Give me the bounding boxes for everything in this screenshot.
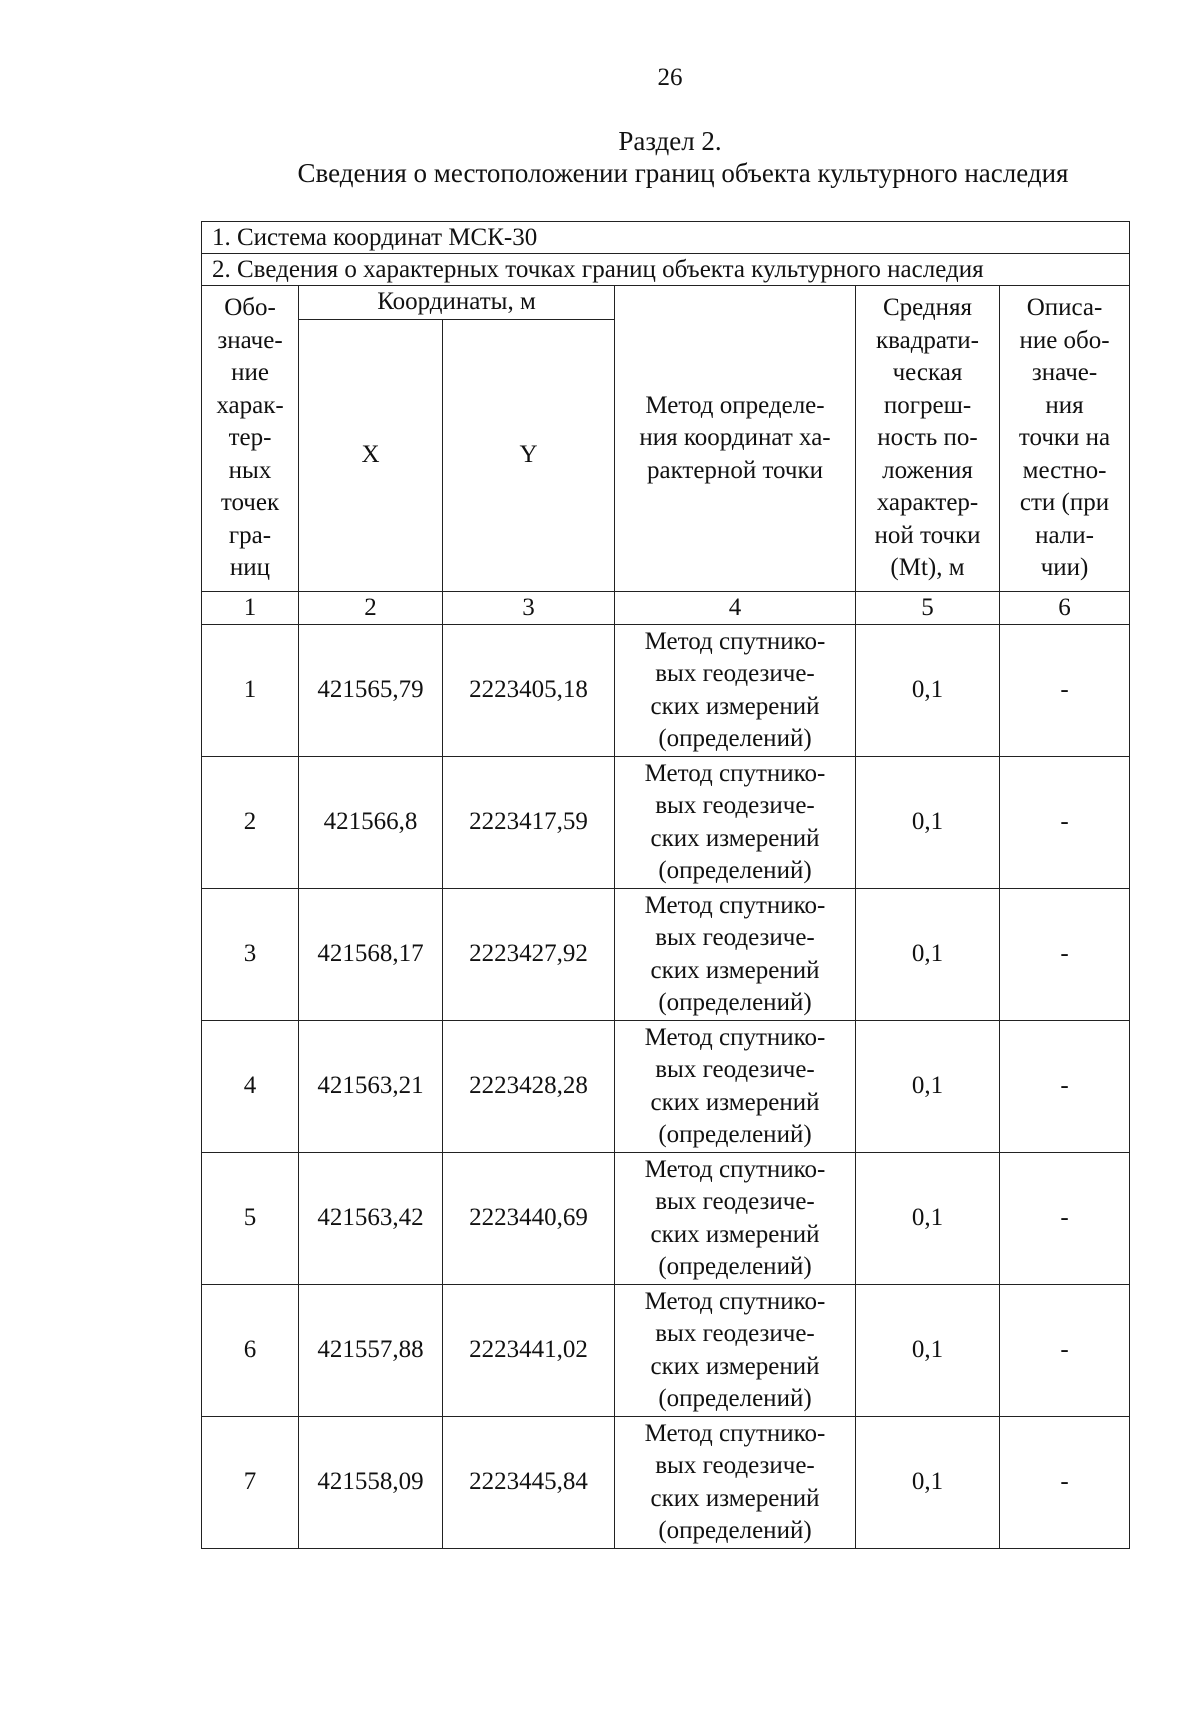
method: Метод спутнико- вых геодезиче- ских измерений (определений) xyxy=(615,1153,856,1285)
method: Метод спутнико- вых геодезиче- ских измерений (определений) xyxy=(615,889,856,1021)
coordinate-x: 421558,09 xyxy=(299,1417,443,1549)
coordinate-y: 2223440,69 xyxy=(443,1153,615,1285)
header-y: Y xyxy=(443,320,615,591)
table-row xyxy=(202,625,1130,757)
table-row xyxy=(202,1153,1130,1285)
method: Метод спутнико- вых геодезиче- ских измерений (определений) xyxy=(615,1285,856,1417)
header-x: X xyxy=(299,320,443,591)
coordinate-x: 421568,17 xyxy=(299,889,443,1021)
table-row xyxy=(202,1417,1130,1549)
point-description: - xyxy=(1000,1153,1130,1285)
point-number: 7 xyxy=(202,1417,299,1549)
coordinate-x: 421563,21 xyxy=(299,1021,443,1153)
mean-square-error: 0,1 xyxy=(856,1153,1000,1285)
coordinates-table xyxy=(201,221,1130,1549)
column-number: 1 xyxy=(202,591,299,625)
header-error: Средняя квадрати- ческая погреш- ность по- ложения характер- ной точки (Mt), м xyxy=(856,286,1000,592)
column-number: 4 xyxy=(615,591,856,625)
coordinate-x: 421563,42 xyxy=(299,1153,443,1285)
column-number: 5 xyxy=(856,591,1000,625)
page-number: 26 xyxy=(657,64,683,91)
column-numbers-row xyxy=(202,591,1130,625)
coordinate-y: 2223445,84 xyxy=(443,1417,615,1549)
point-description: - xyxy=(1000,1021,1130,1153)
coordinate-y: 2223441,02 xyxy=(443,1285,615,1417)
table-row xyxy=(202,757,1130,889)
mean-square-error: 0,1 xyxy=(856,757,1000,889)
point-number: 2 xyxy=(202,757,299,889)
point-number: 3 xyxy=(202,889,299,1021)
header-point-designation: Обо- значе- ние харак- тер- ных точек гра- ниц xyxy=(202,286,299,592)
method: Метод спутнико- вых геодезиче- ских измерений (определений) xyxy=(615,1021,856,1153)
coordinate-x: 421566,8 xyxy=(299,757,443,889)
point-description: - xyxy=(1000,625,1130,757)
point-number: 5 xyxy=(202,1153,299,1285)
coordinate-y: 2223428,28 xyxy=(443,1021,615,1153)
method: Метод спутнико- вых геодезиче- ских измерений (определений) xyxy=(615,625,856,757)
mean-square-error: 0,1 xyxy=(856,889,1000,1021)
point-description: - xyxy=(1000,1285,1130,1417)
point-description: - xyxy=(1000,757,1130,889)
section-subtitle: Сведения о местоположении границ объекта культурного наследия xyxy=(297,158,1069,188)
coordinate-y: 2223427,92 xyxy=(443,889,615,1021)
mean-square-error: 0,1 xyxy=(856,1417,1000,1549)
header-description: Описа- ние обо- значе- ния точки на местно- сти (при нали- чии) xyxy=(1000,286,1130,592)
point-description: - xyxy=(1000,1417,1130,1549)
column-number: 3 xyxy=(443,591,615,625)
point-description: - xyxy=(1000,889,1130,1021)
boundary-points-info-row: 2. Сведения о характерных точках границ объекта культурного наследия xyxy=(202,254,1130,286)
section-title: Раздел 2. xyxy=(618,126,722,156)
mean-square-error: 0,1 xyxy=(856,625,1000,757)
column-number: 6 xyxy=(1000,591,1130,625)
header-coordinates: Координаты, м xyxy=(299,286,615,320)
method: Метод спутнико- вых геодезиче- ских измерений (определений) xyxy=(615,757,856,889)
header-method: Метод определе- ния координат ха- рактерной точки xyxy=(615,286,856,592)
table-row xyxy=(202,1285,1130,1417)
coordinate-y: 2223405,18 xyxy=(443,625,615,757)
point-number: 4 xyxy=(202,1021,299,1153)
method: Метод спутнико- вых геодезиче- ских измерений (определений) xyxy=(615,1417,856,1549)
table-row xyxy=(202,889,1130,1021)
mean-square-error: 0,1 xyxy=(856,1021,1000,1153)
point-number: 1 xyxy=(202,625,299,757)
coordinate-y: 2223417,59 xyxy=(443,757,615,889)
table-row xyxy=(202,1021,1130,1153)
column-number: 2 xyxy=(299,591,443,625)
coordinate-system-row: 1. Система координат МСК-30 xyxy=(202,222,1130,254)
mean-square-error: 0,1 xyxy=(856,1285,1000,1417)
coordinate-x: 421557,88 xyxy=(299,1285,443,1417)
point-number: 6 xyxy=(202,1285,299,1417)
coordinate-x: 421565,79 xyxy=(299,625,443,757)
